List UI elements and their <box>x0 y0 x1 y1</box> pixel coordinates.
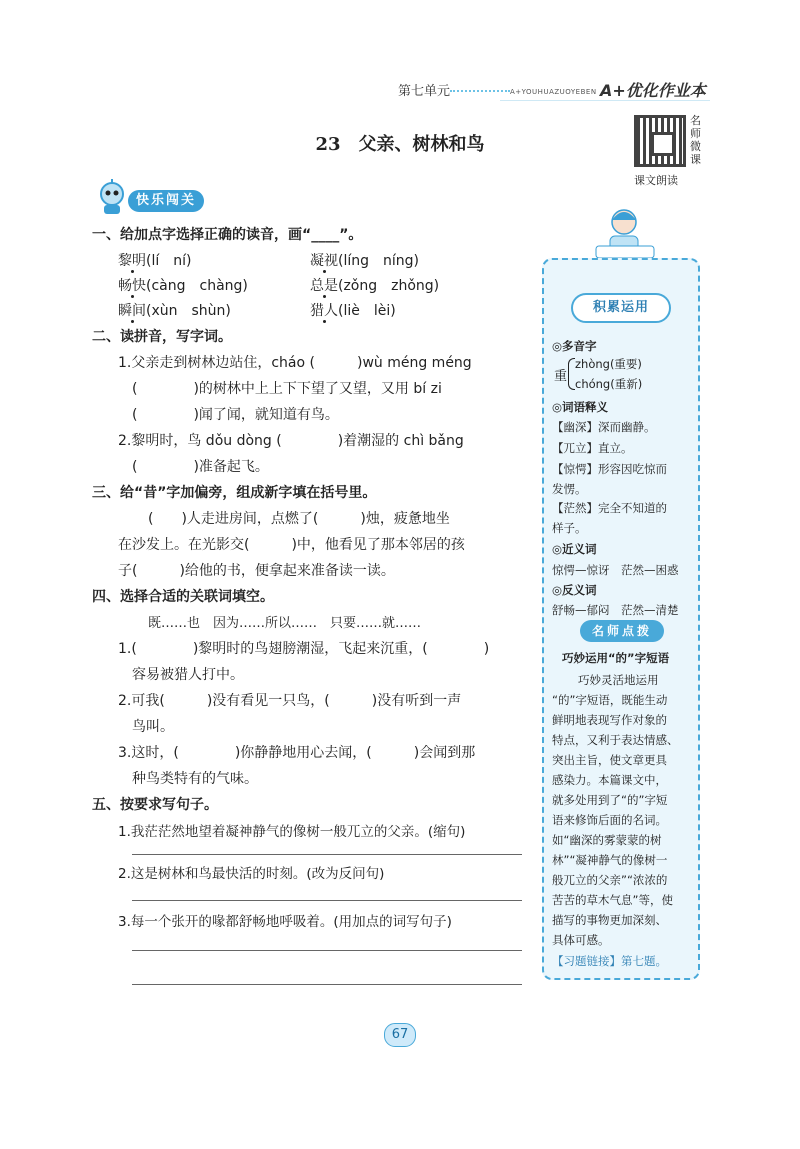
q3-line: 子( )给他的书，便拿起来准备读一读。 <box>118 563 395 579</box>
section-badge: 快乐闯关 <box>128 190 204 212</box>
q4-line: 鸟叫。 <box>132 719 174 735</box>
q5-sentence-2: 2.这是树林和鸟最快活的时刻。(改为反问句) <box>118 866 385 882</box>
brand-title: A+优化作业本 <box>600 81 706 100</box>
tip-line: 就多处用到了“的”字短 <box>552 793 668 807</box>
q1-item: 总是(zǒng zhǒng) <box>310 278 440 294</box>
answer-line[interactable] <box>132 950 522 951</box>
q2-line: ( )准备起飞。 <box>132 459 269 475</box>
page-number: 67 <box>384 1023 416 1047</box>
answer-line[interactable] <box>132 900 522 901</box>
qr-side-label: 名师微课 <box>690 114 701 166</box>
qr-code-icon[interactable] <box>634 115 686 167</box>
tip-line: “的”字短语，既能生动 <box>552 693 668 707</box>
q5-sentence-3: 3.每一个张开的喙都舒畅地呼吸着。(用加点的词写句子) <box>118 914 452 930</box>
definition: 【兀立】直立。 <box>552 441 633 455</box>
q2-line: 2.黎明时，鸟 dǒu dòng ( )着潮湿的 chì bǎng <box>118 433 464 449</box>
q5-heading: 五、按要求写句子。 <box>92 797 218 813</box>
tip-line: 般兀立的父亲”“浓浓的 <box>552 873 668 887</box>
tip-line: 特点，又利于表达情感、 <box>552 733 679 747</box>
q3-line: ( )人走进房间，点燃了( )烛，疲惫地坐 <box>148 511 450 527</box>
sidebar-badge: 积累运用 <box>571 293 671 323</box>
answer-line[interactable] <box>132 984 522 985</box>
poly-reading: zhòng(重要) <box>575 357 642 371</box>
qr-caption: 课文朗读 <box>634 174 678 187</box>
q1-heading: 一、给加点字选择正确的读音，画“____”。 <box>92 227 363 243</box>
sidebar-heading: ◎反义词 <box>552 583 597 597</box>
sidebar-heading: ◎词语释义 <box>552 400 609 414</box>
tip-line: 林”“凝神静气的像树一 <box>552 853 668 867</box>
q4-heading: 四、选择合适的关联词填空。 <box>92 589 274 605</box>
synonyms: 惊愕—惊讶 茫然—困惑 <box>552 563 679 577</box>
q1-item: 瞬间(xùn shùn) <box>118 303 231 319</box>
definition: 【幽深】深而幽静。 <box>552 420 656 434</box>
brace-icon <box>568 358 575 390</box>
tip-title: 巧妙运用“的”字短语 <box>562 651 670 665</box>
tip-line: 苦苦的草木气息”等，使 <box>552 893 673 907</box>
tip-line: 突出主旨，使文章更具 <box>552 753 667 767</box>
q4-line: 种鸟类特有的气味。 <box>132 771 258 787</box>
antonyms: 舒畅—郁闷 茫然—清楚 <box>552 603 679 617</box>
girl-reading-illustration <box>590 206 660 262</box>
lesson-title: 23 父亲、树林和鸟 <box>315 134 485 155</box>
exercise-link[interactable]: 【习题链接】第七题。 <box>552 954 667 968</box>
q1-item: 黎明(lí ní) <box>118 253 192 269</box>
brand-pinyin: A+YOUHUAZUOYEBEN <box>510 88 597 96</box>
q4-line: 1.( )黎明时的鸟翅膀潮湿，飞起来沉重，( ) <box>118 641 490 657</box>
q1-item: 猎人(liè lèi) <box>310 303 396 319</box>
poly-char: 重 <box>554 369 568 384</box>
sidebar-heading: ◎近义词 <box>552 542 597 556</box>
q4-line: 容易被猎人打中。 <box>132 667 244 683</box>
header-rule <box>500 100 710 101</box>
tip-line: 语来修饰后面的名词。 <box>552 813 667 827</box>
q2-line: 1.父亲走到树林边站住，cháo ( )wù méng méng <box>118 355 472 371</box>
q3-line: 在沙发上。在光影交( )中，他看见了那本邻居的孩 <box>118 537 465 553</box>
q4-line: 2.可我( )没有看见一只鸟，( )没有听到一声 <box>118 693 462 709</box>
sidebar-heading: ◎多音字 <box>552 339 597 353</box>
definition: 样子。 <box>552 521 587 535</box>
q4-options: 既……也 因为……所以…… 只要……就…… <box>148 616 422 631</box>
q1-item: 畅快(càng chàng) <box>118 278 248 294</box>
q5-sentence-1: 1.我茫茫然地望着凝神静气的像树一般兀立的父亲。(缩句) <box>118 824 466 840</box>
tip-line: 巧妙灵活地运用 <box>578 673 659 687</box>
tip-line: 感染力。本篇课文中， <box>552 773 667 787</box>
q2-line: ( )的树林中上上下下望了又望，又用 bí zi <box>132 381 442 397</box>
q2-line: ( )闻了闻，就知道有鸟。 <box>132 407 339 423</box>
tips-badge: 名师点拨 <box>580 620 664 642</box>
definition: 发愣。 <box>552 482 587 496</box>
q4-line: 3.这时，( )你静静地用心去闻，( )会闻到那 <box>118 745 476 761</box>
poly-reading: chóng(重新) <box>575 377 643 391</box>
unit-label: 第七单元 <box>398 84 451 99</box>
tip-line: 如“幽深的雾蒙蒙的树 <box>552 833 662 847</box>
answer-line[interactable] <box>132 854 522 855</box>
robot-mascot-icon <box>92 178 132 216</box>
q2-heading: 二、读拼音，写字词。 <box>92 329 232 345</box>
tip-line: 具体可感。 <box>552 933 610 947</box>
q1-item: 凝视(líng níng) <box>310 253 419 269</box>
tip-line: 描写的事物更加深刻、 <box>552 913 667 927</box>
tip-line: 鲜明地表现写作对象的 <box>552 713 667 727</box>
q3-heading: 三、给“昔”字加偏旁，组成新字填在括号里。 <box>92 485 377 501</box>
definition: 【惊愕】形容因吃惊而 <box>552 462 667 476</box>
header-decoration <box>450 90 510 92</box>
definition: 【茫然】完全不知道的 <box>552 501 667 515</box>
